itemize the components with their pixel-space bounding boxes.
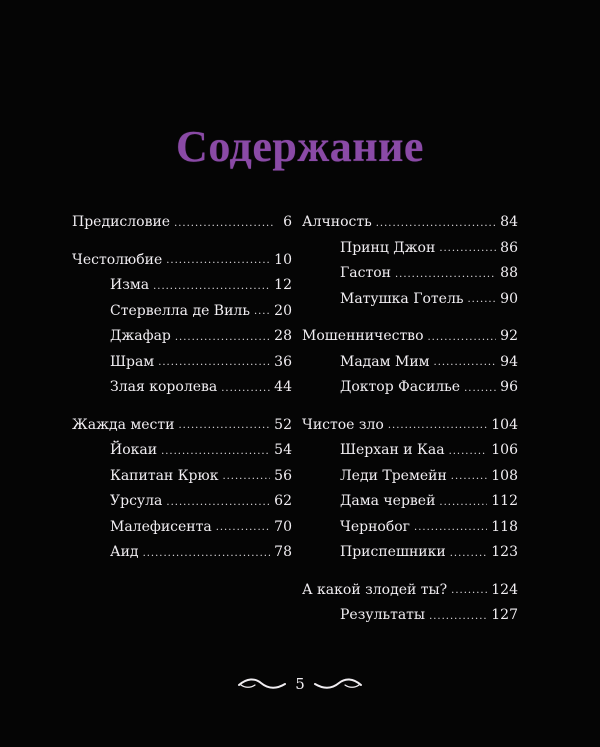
- toc-section-entry[interactable]: [302, 324, 518, 350]
- dot-leader: [221, 383, 270, 395]
- toc-entry-page-number: 70: [274, 518, 292, 535]
- toc-entry-page-number: 10: [274, 251, 292, 268]
- dot-leader: [439, 497, 487, 509]
- toc-entry-label: Шрам: [110, 353, 155, 370]
- toc-section-entry[interactable]: [302, 210, 518, 236]
- page-number: 5: [295, 675, 305, 693]
- page-footer: [0, 672, 600, 696]
- dot-leader: [161, 446, 270, 458]
- toc-entry-page-number: 124: [491, 581, 518, 598]
- section-spacer: [72, 236, 292, 248]
- toc-subentry[interactable]: [302, 540, 518, 566]
- toc-entry-page-number: 62: [274, 493, 292, 509]
- toc-subentry[interactable]: [72, 438, 292, 464]
- toc-entry-page-number: 28: [274, 328, 292, 344]
- toc-entry-page-number: 123: [491, 544, 518, 560]
- toc-entry-label: Урсула: [110, 493, 163, 509]
- toc-entry-label: Капитан Крюк: [110, 467, 219, 484]
- toc-subentry[interactable]: [72, 273, 292, 299]
- toc-subentry[interactable]: [72, 299, 292, 325]
- toc-entry-label: Изма: [110, 277, 150, 293]
- toc-entry-page-number: 52: [274, 416, 292, 433]
- dot-leader: [222, 471, 270, 483]
- toc-entry-page-number: 12: [274, 277, 292, 293]
- dot-leader: [434, 357, 497, 369]
- toc-entry-label: Принц Джон: [340, 239, 436, 256]
- toc-entry-page-number: 96: [500, 379, 518, 395]
- toc-subentry[interactable]: [72, 515, 292, 541]
- toc-entry-label: Джафар: [110, 328, 171, 344]
- toc-left-column: [72, 210, 292, 566]
- dot-leader: [464, 383, 496, 395]
- toc-entry-label: Доктор Фасилье: [340, 379, 461, 395]
- toc-entry-label: Злая королева: [110, 379, 218, 395]
- toc-entry-page-number: 104: [491, 416, 518, 433]
- toc-entry-page-number: 84: [500, 214, 518, 230]
- dot-leader: [439, 243, 496, 255]
- dot-leader: [449, 446, 488, 458]
- toc-entry-page-number: 54: [274, 442, 292, 458]
- toc-entry-label: Аид: [110, 544, 139, 560]
- toc-entry-label: Честолюбие: [72, 251, 163, 268]
- dot-leader: [388, 420, 487, 432]
- toc-subentry[interactable]: [72, 464, 292, 490]
- toc-entry-label: Леди Тремейн: [340, 467, 447, 484]
- dot-leader: [166, 497, 270, 509]
- toc-entry-page-number: 88: [500, 265, 518, 281]
- dot-leader: [216, 522, 270, 534]
- toc-entry-label: Гастон: [340, 265, 391, 281]
- toc-entry-page-number: 106: [491, 442, 518, 458]
- toc-subentry[interactable]: [302, 375, 518, 401]
- toc-entry-page-number: 36: [274, 353, 292, 370]
- dot-leader: [178, 420, 270, 432]
- toc-subentry[interactable]: [302, 287, 518, 313]
- toc-entry-label: Результаты: [340, 607, 426, 623]
- dot-leader: [175, 332, 270, 344]
- section-spacer: [302, 312, 518, 324]
- toc-subentry[interactable]: [72, 489, 292, 515]
- dot-leader: [467, 294, 496, 306]
- dot-leader: [429, 611, 487, 623]
- toc-subentry[interactable]: [72, 540, 292, 566]
- dot-leader: [166, 255, 270, 267]
- toc-entry-label: Мошенничество: [302, 328, 424, 344]
- toc-entry-page-number: 92: [500, 328, 518, 344]
- toc-subentry[interactable]: [302, 489, 518, 515]
- dot-leader: [395, 269, 496, 281]
- toc-subentry[interactable]: [302, 603, 518, 629]
- toc-section-entry[interactable]: [302, 578, 518, 604]
- toc-entry-label: Стервелла де Виль: [110, 302, 250, 319]
- toc-entry-label: Чистое зло: [302, 416, 384, 433]
- toc-entry-page-number: 112: [491, 493, 518, 509]
- toc-entry-label: Мадам Мим: [340, 353, 430, 370]
- toc-entry-page-number: 127: [491, 607, 518, 623]
- toc-section-entry[interactable]: [72, 210, 292, 236]
- toc-entry-label: Чернобог: [340, 518, 411, 535]
- toc-entry-label: Предисловие: [72, 214, 171, 230]
- toc-subentry[interactable]: [302, 515, 518, 541]
- dot-leader: [376, 218, 496, 230]
- dot-leader: [428, 332, 497, 344]
- toc-section-entry[interactable]: [72, 413, 292, 439]
- toc-entry-label: Алчность: [302, 214, 372, 230]
- dot-leader: [143, 548, 271, 560]
- toc-right-column: [302, 210, 518, 629]
- toc-entry-page-number: 86: [500, 239, 518, 256]
- section-spacer: [72, 401, 292, 413]
- toc-entry-label: Шерхан и Каа: [340, 442, 445, 458]
- toc-entry-page-number: 44: [274, 379, 292, 395]
- toc-entry-label: Малефисента: [110, 518, 212, 535]
- toc-entry-page-number: 20: [274, 302, 292, 319]
- toc-section-entry[interactable]: [302, 413, 518, 439]
- dot-leader: [158, 357, 270, 369]
- left-flourish-icon: [237, 676, 287, 692]
- toc-entry-label: Матушка Готель: [340, 290, 464, 307]
- toc-entry-label: Приспешники: [340, 544, 446, 560]
- section-spacer: [302, 566, 518, 578]
- toc-subentry[interactable]: [72, 350, 292, 376]
- toc-entry-label: Дама червей: [340, 493, 436, 509]
- dot-leader: [450, 548, 488, 560]
- toc-entry-page-number: 90: [500, 290, 518, 307]
- dot-leader: [451, 585, 487, 597]
- toc-subentry[interactable]: [72, 375, 292, 401]
- toc-subentry[interactable]: [302, 261, 518, 287]
- dot-leader: [414, 522, 487, 534]
- toc-entry-page-number: 56: [274, 467, 292, 484]
- page-title: Содержание: [176, 122, 424, 172]
- toc-entry-page-number: 118: [491, 518, 518, 535]
- toc-entry-page-number: 108: [491, 467, 518, 484]
- toc-subentry[interactable]: [302, 236, 518, 262]
- toc-subentry[interactable]: [302, 438, 518, 464]
- right-flourish-icon: [313, 676, 363, 692]
- toc-entry-label: А какой злодей ты?: [302, 581, 448, 598]
- toc-entry-label: Йокаи: [110, 442, 158, 458]
- dot-leader: [174, 218, 274, 230]
- toc-subentry[interactable]: [302, 350, 518, 376]
- toc-entry-label: Жажда мести: [72, 416, 175, 433]
- dot-leader: [451, 471, 487, 483]
- toc-entry-page-number: 94: [500, 353, 518, 370]
- toc-entry-page-number: 78: [274, 544, 292, 560]
- toc-subentry[interactable]: [72, 324, 292, 350]
- section-spacer: [302, 401, 518, 413]
- dot-leader: [254, 306, 270, 318]
- toc-entry-page-number: 6: [283, 214, 292, 230]
- toc-subentry[interactable]: [302, 464, 518, 490]
- dot-leader: [153, 281, 270, 293]
- toc-section-entry[interactable]: [72, 248, 292, 274]
